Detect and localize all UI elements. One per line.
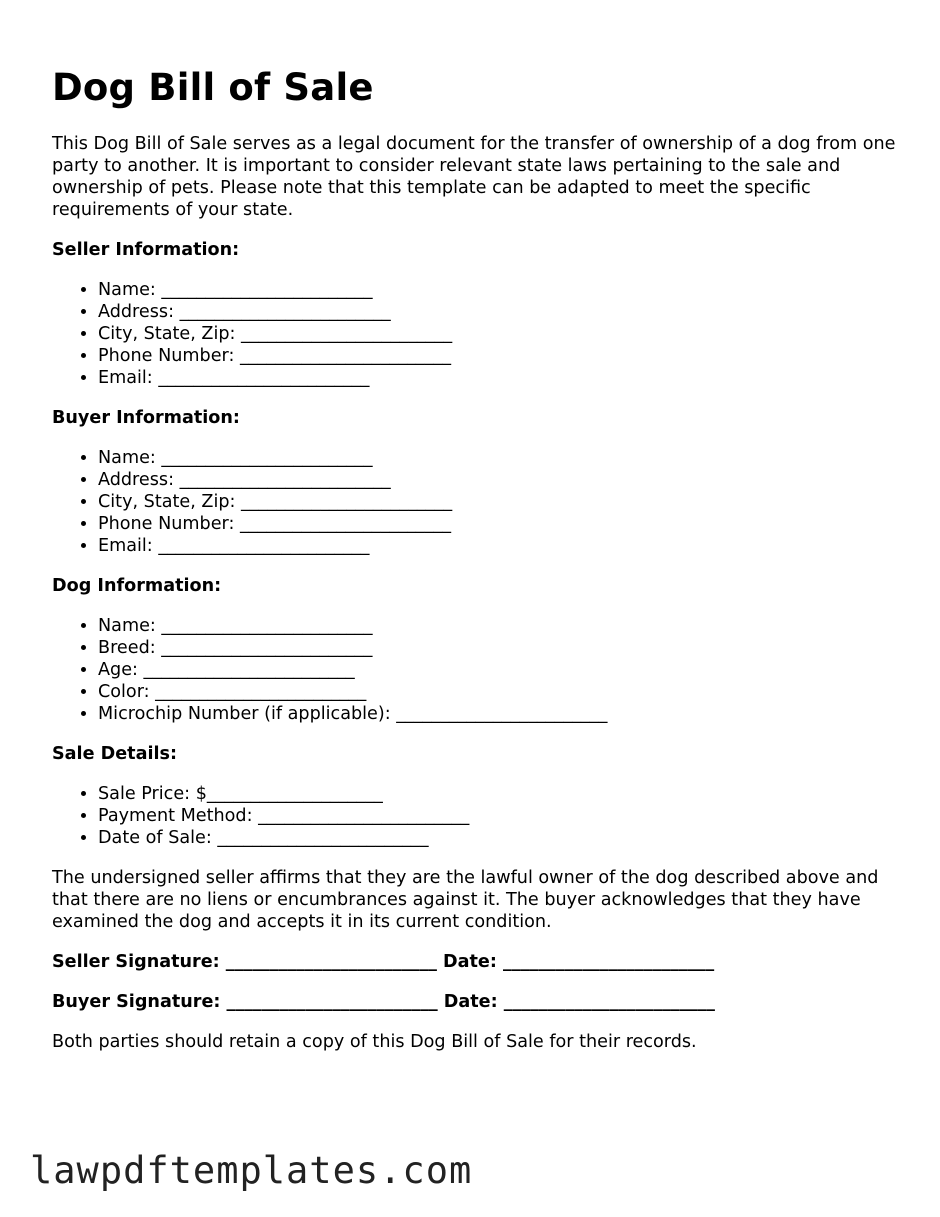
- dog-name-field: • Name: ________________________: [98, 615, 902, 637]
- dog-info-list: [52, 615, 902, 725]
- dog-info-heading: Dog Information:: [52, 576, 222, 596]
- dog-breed-field: • Breed: ________________________: [98, 637, 902, 659]
- seller-name-field: • Name: ________________________: [98, 279, 902, 301]
- sale-price-field: • Sale Price: $____________________: [98, 783, 902, 805]
- dog-color-field: • Color: ________________________: [98, 681, 902, 703]
- sale-details-list: [52, 783, 902, 849]
- affirmation-statement: The undersigned seller affirms that they are the lawful owner of the dog described above and that there are no liens or encumbrances against it. The buyer acknowledges that they have examined the dog and accepts it in its current condition.: [52, 868, 879, 932]
- buyer-info-list: [52, 447, 902, 557]
- buyer-address-field: • Address: ________________________: [98, 469, 902, 491]
- dog-age-field: • Age: ________________________: [98, 659, 902, 681]
- seller-signature-line: Seller Signature: ________________________ Date: ________________________: [52, 952, 715, 972]
- sale-details-heading: Sale Details:: [52, 744, 178, 764]
- seller-info-list: [52, 279, 902, 389]
- payment-method-field: • Payment Method: ________________________: [98, 805, 902, 827]
- seller-email-field: • Email: ________________________: [98, 367, 902, 389]
- seller-phone-field: • Phone Number: ________________________: [98, 345, 902, 367]
- buyer-phone-field: • Phone Number: ________________________: [98, 513, 902, 535]
- site-watermark: lawpdftemplates.com: [30, 1149, 473, 1192]
- intro-paragraph: This Dog Bill of Sale serves as a legal document for the transfer of ownership of a dog from one party to another. It is important to consider relevant state laws pertaining to the sale and ownership of pets. Please note that this template can be adapted to meet the specific requirements of your state.: [52, 134, 896, 220]
- buyer-info-heading: Buyer Information:: [52, 408, 240, 428]
- buyer-email-field: • Email: ________________________: [98, 535, 902, 557]
- seller-city-state-zip-field: • City, State, Zip: ________________________: [98, 323, 902, 345]
- seller-info-heading: Seller Information:: [52, 240, 240, 260]
- closing-note: Both parties should retain a copy of this Dog Bill of Sale for their records.: [52, 1032, 697, 1052]
- date-of-sale-field: • Date of Sale: ________________________: [98, 827, 902, 849]
- page-title: Dog Bill of Sale: [52, 66, 374, 109]
- buyer-signature-line: Buyer Signature: ________________________ Date: ________________________: [52, 992, 715, 1012]
- buyer-city-state-zip-field: • City, State, Zip: ________________________: [98, 491, 902, 513]
- buyer-name-field: • Name: ________________________: [98, 447, 902, 469]
- dog-microchip-field: • Microchip Number (if applicable): ________________________: [98, 703, 902, 725]
- seller-address-field: • Address: ________________________: [98, 301, 902, 323]
- document-page: [52, 64, 902, 1053]
